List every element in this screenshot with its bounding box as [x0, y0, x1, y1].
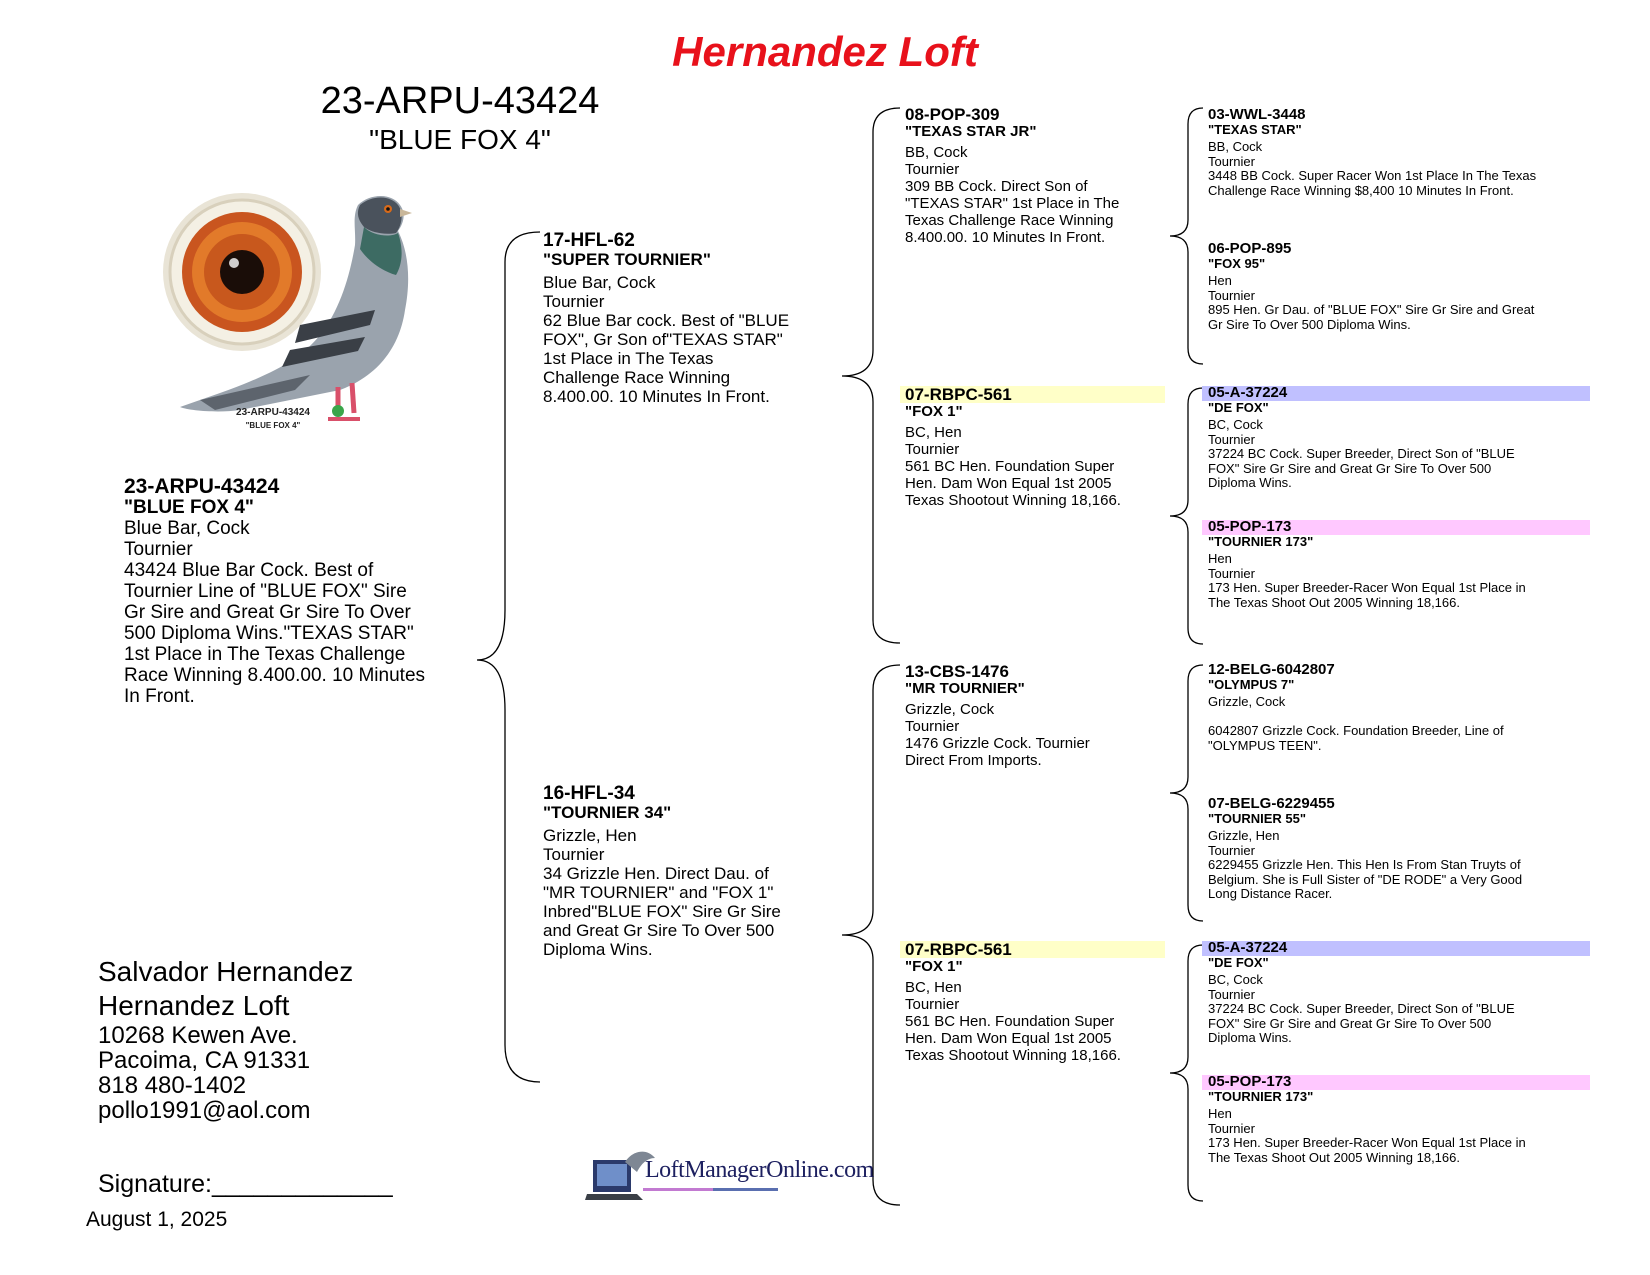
grandparent-notes: 561 BC Hen. Foundation Super Hen. Dam Won Equal 1st 2005 Texas Shootout Winning 18,166.	[905, 1013, 1121, 1064]
great-grandparent-notes: 173 Hen. Super Breeder-Racer Won Equal 1st Place in The Texas Shoot Out 2005 Winning 18,166.	[1208, 1135, 1526, 1165]
great-grandparent-nick: "FOX 95"	[1208, 255, 1266, 271]
grandparent-strain: Tournier	[905, 996, 960, 1013]
grandparent-band: 08-POP-309	[905, 105, 1000, 124]
great-grandparent-card-8	[1202, 1075, 1590, 1165]
grandparent-band: 07-RBPC-561	[900, 941, 1165, 958]
grandparent-color-sex: BC, Hen	[905, 424, 962, 441]
owner-city: Pacoima, CA 91331	[98, 1047, 311, 1074]
sire-band: 17-HFL-62	[543, 230, 635, 251]
great-grandparent-band: 07-BELG-6229455	[1208, 795, 1335, 812]
great-grandparent-nick: "DE FOX"	[1208, 399, 1269, 415]
great-grandparent-notes: 37224 BC Cock. Super Breeder, Direct Son of "BLUE FOX" Sire Gr Sire and Great Gr Sire To Over 500 Diploma Wins.	[1208, 1001, 1515, 1045]
dam-band: 16-HFL-34	[543, 783, 635, 804]
grandparent-band: 07-RBPC-561	[900, 386, 1165, 403]
great-grandparent-notes: 895 Hen. Gr Dau. of "BLUE FOX" Sire Gr Sire and Great Gr Sire To Over 500 Diploma Wins.	[1208, 302, 1535, 332]
main-band-number: 23-ARPU-43424	[320, 80, 600, 122]
great-grandparent-strain: Tournier	[1208, 1120, 1255, 1136]
dam-color-sex: Grizzle, Hen	[543, 826, 637, 845]
print-date: August 1, 2025	[86, 1208, 228, 1231]
dam-strain: Tournier	[543, 845, 605, 864]
great-grandparent-band: 03-WWL-3448	[1208, 106, 1306, 123]
great-grandparent-notes: 173 Hen. Super Breeder-Racer Won Equal 1st Place in The Texas Shoot Out 2005 Winning 18,166.	[1208, 580, 1526, 610]
great-grandparent-card-1	[1208, 108, 1588, 198]
owner-email: pollo1991@aol.com	[98, 1097, 311, 1124]
great-grandparent-color-sex: Grizzle, Hen	[1208, 828, 1280, 843]
dam-nick: "TOURNIER 34"	[543, 803, 672, 822]
grandparent-card-4	[900, 941, 1165, 1064]
great-grandparent-band: 05-A-37224	[1202, 941, 1590, 956]
subject-nick: "BLUE FOX 4"	[124, 497, 254, 518]
great-grandparent-notes: 6229455 Grizzle Hen. This Hen Is From Stan Truyts of Belgium. She is Full Sister of "DE RODE" a Very Good Long Distance Racer.	[1208, 857, 1523, 901]
great-grandparent-card-2	[1208, 242, 1588, 332]
great-grandparent-notes: 37224 BC Cock. Super Breeder, Direct Son of "BLUE FOX" Sire Gr Sire and Great Gr Sire To Over 500 Diploma Wins.	[1208, 446, 1515, 490]
great-grandparent-strain	[1208, 710, 1588, 725]
owner-phone: 818 480-1402	[98, 1072, 247, 1099]
great-grandparent-card-6	[1208, 797, 1588, 902]
sire-nick: "SUPER TOURNIER"	[543, 250, 711, 269]
subject-card	[124, 476, 464, 707]
grandparent-notes: 1476 Grizzle Cock. Tournier Direct From Imports.	[905, 735, 1090, 769]
great-grandparent-strain: Tournier	[1208, 565, 1255, 581]
grandparent-notes: 561 BC Hen. Foundation Super Hen. Dam Won Equal 1st 2005 Texas Shootout Winning 18,166.	[905, 458, 1121, 509]
bird-photo	[160, 175, 430, 445]
owner-name: Salvador Hernandez	[98, 956, 354, 987]
subject-band: 23-ARPU-43424	[124, 475, 280, 498]
great-grandparent-color-sex: Hen	[1208, 551, 1232, 566]
grandparent-notes: 309 BB Cock. Direct Son of "TEXAS STAR" 1st Place in The Texas Challenge Race Winning 8.400.00. 10 Minutes In Front.	[905, 178, 1120, 246]
grandparent-strain: Tournier	[905, 161, 960, 178]
great-grandparent-strain: Tournier	[1208, 153, 1255, 169]
great-grandparent-notes: 3448 BB Cock. Super Racer Won 1st Place In The Texas Challenge Race Winning $8,400 10 Minutes In Front.	[1208, 168, 1537, 198]
great-grandparent-color-sex: BC, Cock	[1208, 417, 1263, 432]
owner-contact	[98, 955, 353, 1123]
great-grandparent-color-sex: BC, Cock	[1208, 972, 1263, 987]
great-grandparent-strain: Tournier	[1208, 842, 1255, 858]
great-grandparent-card-5	[1208, 663, 1588, 753]
great-grandparent-nick: "TOURNIER 173"	[1208, 1088, 1314, 1104]
great-grandparent-nick: "TOURNIER 55"	[1208, 810, 1307, 826]
owner-loft: Hernandez Loft	[98, 990, 290, 1021]
grandparent-nick: "TEXAS STAR JR"	[905, 123, 1037, 140]
great-grandparent-band: 05-POP-173	[1202, 1075, 1590, 1090]
great-grandparent-card-4	[1202, 520, 1590, 610]
grandparent-nick: "MR TOURNIER"	[905, 680, 1025, 697]
great-grandparent-color-sex: Hen	[1208, 1106, 1232, 1121]
great-grandparent-color-sex: BB, Cock	[1208, 139, 1263, 154]
grandparent-strain: Tournier	[905, 441, 960, 458]
grandparent-color-sex: BB, Cock	[905, 144, 968, 161]
sire-strain: Tournier	[543, 292, 605, 311]
great-grandparent-strain: Tournier	[1208, 986, 1255, 1002]
sire-card	[543, 231, 833, 406]
grandparent-nick: "FOX 1"	[905, 958, 963, 975]
great-grandparent-nick: "DE FOX"	[1208, 954, 1269, 970]
subject-color-sex: Blue Bar, Cock	[124, 518, 250, 539]
photo-caption-band: 23-ARPU-43424	[236, 407, 310, 418]
dam-notes: 34 Grizzle Hen. Direct Dau. of "MR TOURNIER" and "FOX 1" Inbred"BLUE FOX" Sire Gr Sire and Great Gr Sire To Over 500 Diploma Wins.	[543, 864, 781, 959]
sire-notes: 62 Blue Bar cock. Best of "BLUE FOX", Gr Son of"TEXAS STAR" 1st Place in The Texas Challenge Race Winning 8.400.00. 10 Minutes In Front.	[543, 311, 790, 406]
great-grandparent-nick: "TEXAS STAR"	[1208, 121, 1302, 137]
main-bird-name: "BLUE FOX 4"	[369, 124, 551, 155]
grandparent-nick: "FOX 1"	[905, 403, 963, 420]
subject-notes: 43424 Blue Bar Cock. Best of Tournier Line of "BLUE FOX" Sire Gr Sire and Great Gr Sire To Over 500 Diploma Wins."TEXAS STAR" 1st Place in The Texas Challenge Race Winning 8.400.00. 10 Minutes In Front.	[124, 560, 426, 707]
great-grandparent-nick: "TOURNIER 173"	[1208, 533, 1314, 549]
great-grandparent-card-7	[1202, 941, 1590, 1046]
great-grandparent-band: 06-POP-895	[1208, 240, 1292, 257]
subject-strain: Tournier	[124, 539, 193, 560]
great-grandparent-strain: Tournier	[1208, 287, 1255, 303]
sire-color-sex: Blue Bar, Cock	[543, 273, 656, 292]
grandparent-band: 13-CBS-1476	[905, 662, 1009, 681]
owner-address: 10268 Kewen Ave.	[98, 1022, 298, 1049]
great-grandparent-color-sex: Grizzle, Cock	[1208, 694, 1286, 709]
grandparent-card-1	[905, 106, 1165, 246]
signature-line: Signature:_____________	[98, 1170, 393, 1198]
loft-title: Hernandez Loft	[672, 28, 978, 75]
grandparent-color-sex: Grizzle, Cock	[905, 701, 995, 718]
logo-text: LoftManagerOnline.com	[645, 1157, 874, 1183]
dam-card	[543, 784, 833, 959]
great-grandparent-notes: 6042807 Grizzle Cock. Foundation Breeder, Line of "OLYMPUS TEEN".	[1208, 723, 1504, 753]
photo-caption-name: "BLUE FOX 4"	[245, 421, 301, 430]
great-grandparent-strain: Tournier	[1208, 431, 1255, 447]
great-grandparent-color-sex: Hen	[1208, 273, 1232, 288]
great-grandparent-band: 05-POP-173	[1202, 520, 1590, 535]
pigeon-image	[160, 175, 430, 445]
grandparent-card-2	[900, 386, 1165, 509]
grandparent-strain: Tournier	[905, 718, 960, 735]
grandparent-card-3	[905, 663, 1165, 769]
great-grandparent-band: 12-BELG-6042807	[1208, 661, 1335, 678]
great-grandparent-nick: "OLYMPUS 7"	[1208, 676, 1295, 692]
great-grandparent-band: 05-A-37224	[1202, 386, 1590, 401]
grandparent-color-sex: BC, Hen	[905, 979, 962, 996]
great-grandparent-card-3	[1202, 386, 1590, 491]
